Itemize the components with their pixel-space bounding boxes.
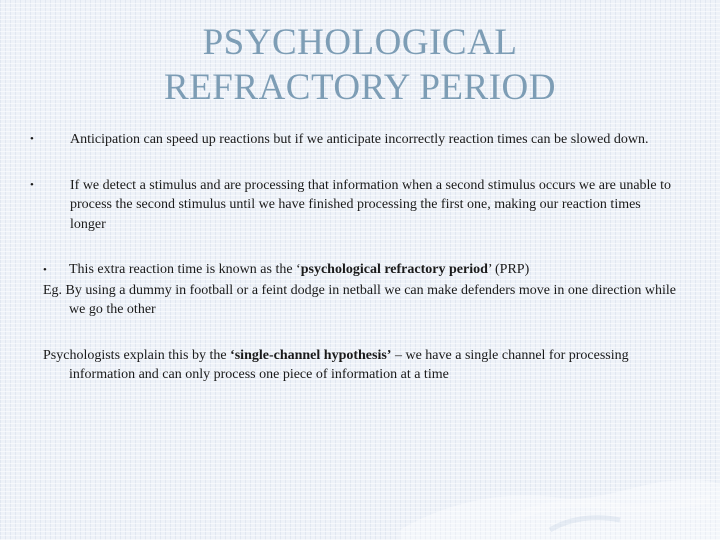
prp-bullet — [43, 260, 680, 281]
hypothesis-text-before: Psychologists explain this by the — [43, 347, 231, 363]
bullet-item — [30, 130, 680, 150]
example-paragraph: Eg. By using a dummy in football or a feint dodge in netball we can make defenders move in one direction while we go the other — [43, 282, 676, 317]
handshake-watermark-image — [390, 460, 720, 540]
prp-text-after: ’ (PRP) — [487, 262, 530, 277]
bullet-text: If we detect a stimulus and are processing that information when a second stimulus occurs we are unable to process the second stimulus until we have finished processing the first one, making our reaction times longer — [70, 177, 672, 232]
slide-title — [0, 20, 720, 110]
title-line-2: REFRACTORY PERIOD — [164, 67, 556, 108]
bullet-dot: • — [30, 178, 34, 191]
title-line-1: PSYCHOLOGICAL — [202, 22, 518, 63]
slide-body — [30, 130, 680, 411]
hypothesis-paragraph — [43, 346, 680, 385]
prp-text-before: This extra reaction time is known as the ‘ — [69, 262, 301, 277]
prp-term: psychological refractory period — [300, 262, 488, 277]
hypothesis-text-after: – we have a single channel for processing information and can only process one piece of information at a time — [69, 347, 629, 382]
bullet-text: Anticipation can speed up reactions but if we anticipate incorrectly reaction times can be slowed down. — [70, 132, 649, 147]
hypothesis-term: ‘single-channel hypothesis’ — [230, 347, 392, 363]
bullet-item — [30, 176, 680, 235]
bullet-dot: • — [43, 264, 47, 276]
bullet-dot: • — [30, 133, 34, 145]
